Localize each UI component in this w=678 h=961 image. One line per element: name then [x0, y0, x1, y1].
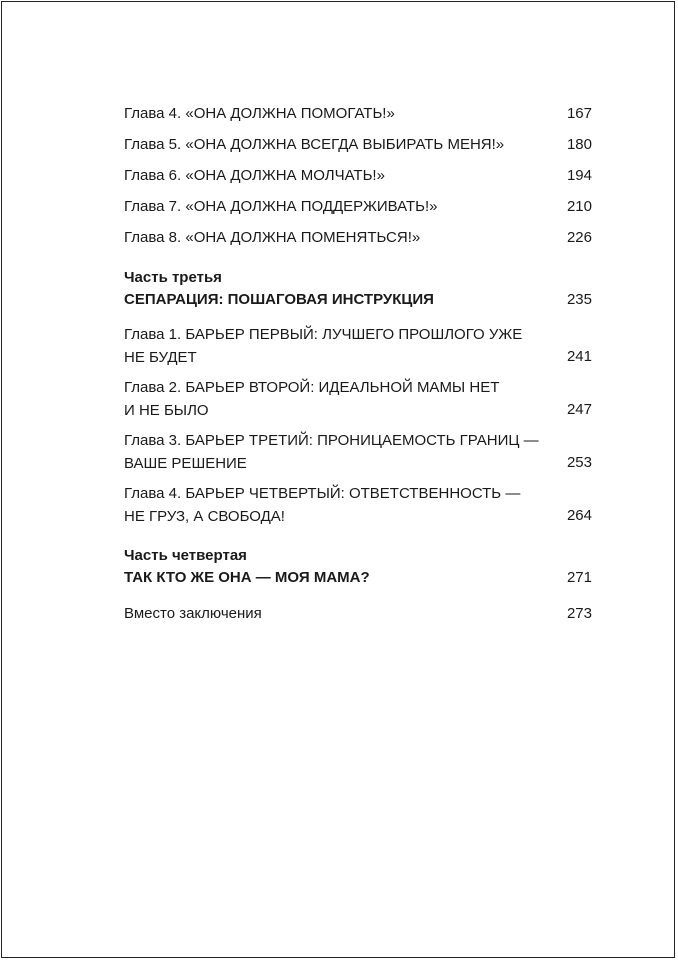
- toc-entry-title-line2: НЕ БУДЕТ: [124, 348, 197, 366]
- toc-entry-title-line1: Глава 2. БАРЬЕР ВТОРОЙ: ИДЕАЛЬНОЙ МАМЫ НЕТ: [124, 379, 500, 396]
- part-four-title: ТАК КТО ЖЕ ОНА — МОЯ МАМА?: [124, 569, 370, 586]
- toc-entry-title: [124, 483, 524, 528]
- toc-entry-page: 167: [566, 105, 592, 122]
- toc-entry-title: [124, 377, 524, 422]
- toc-entry-page: 210: [566, 198, 592, 215]
- toc-entry-page: 226: [566, 229, 592, 246]
- toc-entry-title: Глава 6. «ОНА ДОЛЖНА МОЛЧАТЬ!»: [124, 167, 385, 184]
- part-four-label: Часть четвертая: [124, 547, 247, 564]
- toc-entry-page: 180: [566, 136, 592, 153]
- part-three-label: Часть третья: [124, 269, 222, 286]
- toc-entry-title-line1: Глава 1. БАРЬЕР ПЕРВЫЙ: ЛУЧШЕГО ПРОШЛОГО УЖЕ: [124, 326, 523, 343]
- toc-entry-title: Глава 5. «ОНА ДОЛЖНА ВСЕГДА ВЫБИРАТЬ МЕНЯ!»: [124, 136, 505, 153]
- toc-entry-page: 241: [566, 348, 592, 365]
- toc-entry-title: [124, 324, 524, 369]
- part-three-page: 235: [566, 291, 592, 308]
- toc-entry-title-line2: И НЕ БЫЛО: [124, 401, 209, 419]
- toc-entry-title-line1: Глава 3. БАРЬЕР ТРЕТИЙ: ПРОНИЦАЕМОСТЬ ГРАНИЦ —: [124, 432, 539, 449]
- part-three-title: СЕПАРАЦИЯ: ПОШАГОВАЯ ИНСТРУКЦИЯ: [124, 291, 434, 308]
- toc-entry-title-line2: НЕ ГРУЗ, А СВОБОДА!: [124, 507, 285, 525]
- toc-entry-title: [124, 430, 539, 475]
- toc-entry-title: Глава 4. «ОНА ДОЛЖНА ПОМОГАТЬ!»: [124, 105, 395, 122]
- toc-entry-title-line1: Глава 4. БАРЬЕР ЧЕТВЕРТЫЙ: ОТВЕТСТВЕННОСТЬ —: [124, 485, 521, 502]
- toc-entry-title-line2: ВАШЕ РЕШЕНИЕ: [124, 454, 247, 472]
- toc-entry-title: Глава 7. «ОНА ДОЛЖНА ПОДДЕРЖИВАТЬ!»: [124, 198, 438, 215]
- toc-entry-title: Глава 8. «ОНА ДОЛЖНА ПОМЕНЯТЬСЯ!»: [124, 229, 421, 246]
- part-four-page: 271: [566, 569, 592, 586]
- toc-entry-page: 264: [566, 507, 592, 524]
- conclusion-title: Вместо заключения: [124, 605, 262, 622]
- toc-entry-page: 247: [566, 401, 592, 418]
- conclusion-page: 273: [566, 605, 592, 622]
- toc-entry-page: 253: [566, 454, 592, 471]
- toc-entry-page: 194: [566, 167, 592, 184]
